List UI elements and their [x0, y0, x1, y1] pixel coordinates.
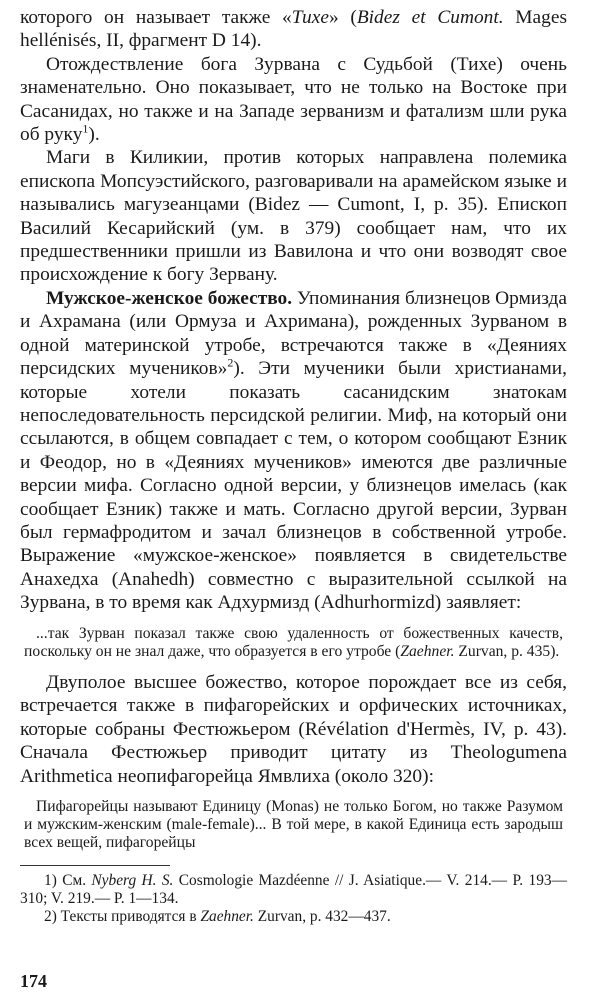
paragraph-continuation: которого он называет также «Тихе» (Bidez et Cumont. Mages hellénisés, II, фрагмент D 14).	[20, 7, 568, 52]
footnote-1: 1) См. Nyberg H. S. Cosmologie Mazdéenne // J. Asiatique.— V. 214.— P. 193—310; V. 219.— P. 1—134.	[20, 871, 567, 908]
footnote-ref-1: 1	[82, 121, 89, 136]
paragraph-zurvan-tyche: Отождествление бога Зурвана с Судьбой (Тихе) очень знаменательно. Оно показывает, что не только на Востоке при Сасанидах, но также и на Западе зерванизм и фатализм шли рука об руку$^1$).	[20, 53, 567, 146]
paragraph-male-female-deity: Мужское-женское божество. Упоминания близнецов Ормизда и Ахрамана (или Ормуза и Ахримана), рожденных Зурваном в одной материнской утробе, встречаются также в «Деяниях персидских мучеников»$^2$). Эти мученики были христианами, которые хотели показать сасанидским знатокам непоследовательность персидской религии. Миф, на который они ссылаются, в общем совпадает с тем, о котором сообщают Езник и Феодор, но в «Деяниях мучеников» имеются две различные версии мифа. Согласно одной версии, у близнецов имелась (как сообщает Езник) также и мать. Согласно другой версии, Зурван был гермафродитом и зачал близнецов в собственной утробе. Выражение «мужское-женское» появляется в свидетельстве Анахедха (Anahedh) совместно с выразительной ссылкой на Зурвана, в то время как Адхурмизд (Adhurhormizd) заявляет:	[20, 287, 567, 614]
footnote-2: 2) Тексты приводятся в Zaehner. Zurvan, p. 432—437.	[44, 908, 391, 926]
block-quote-zurvan: ...так Зурван показал также свою удаленность от божественных качеств, поскольку он не знал даже, что образуется в его утробе (Zaehner. Zurvan, p. 435).	[24, 624, 563, 660]
block-quote-pythagoreans: Пифагорейцы называют Единицу (Monas) не только Богом, но также Разумом и мужским-женским (male-female)... В той мере, в какой Единица есть зародыш всех вещей, пифагорейцы	[24, 798, 563, 852]
section-run-in-heading: Мужское-женское божество.	[46, 287, 293, 309]
footnote-divider	[20, 865, 170, 866]
page-number: 174	[20, 971, 47, 991]
paragraph-androgynous-deity: Двуполое высшее божество, которое порождает все из себя, встречается также в пифагорейских и орфических источниках, которые собраны Фестюжьером (Révélation d'Hermès, IV, p. 43). Сначала Фестюжьер приводит цитату из Theologumena Arithmetica неопифагорейца Ямвлиха (около 320):	[20, 671, 567, 787]
paragraph-magi-cilicia: Маги в Киликии, против которых направлена полемика епископа Мопсуэстийского, разговаривали на арамейском языке и назывались магузеанцами (Bidez — Cumont, I, p. 35). Епископ Василий Кесарийский (ум. в 379) сообщает нам, что их предшественники пришли из Вавилона и что они возводят свое происхождение к богу Зервану.	[20, 147, 567, 286]
footnote-ref-2: 2	[227, 355, 234, 370]
